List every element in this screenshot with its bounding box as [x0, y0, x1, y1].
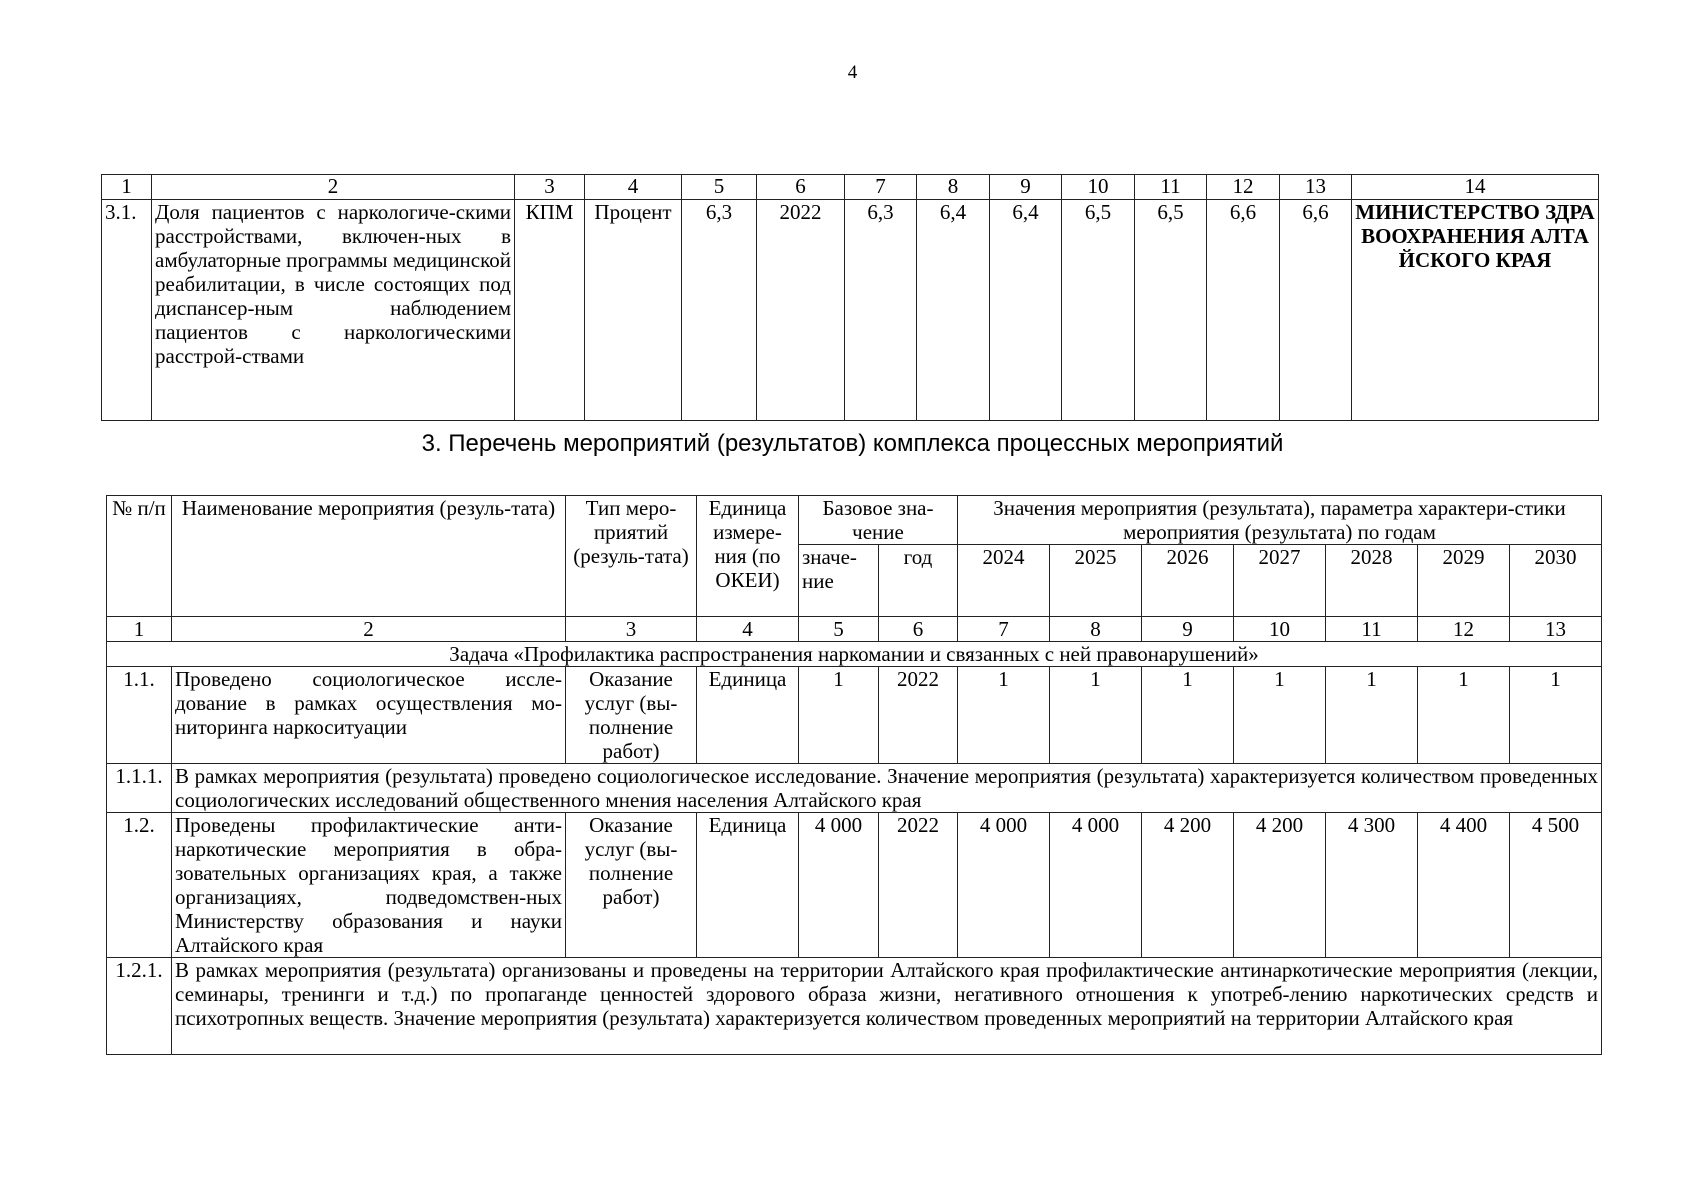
header-year: 2025 — [1050, 545, 1142, 617]
col-num: 7 — [958, 617, 1050, 642]
column-number-row — [107, 617, 1602, 642]
indicator-type: КПМ — [515, 200, 585, 421]
value-cell: 6,5 — [1062, 200, 1135, 421]
header-base-value: значе-ние — [799, 545, 879, 617]
col-num: 11 — [1326, 617, 1418, 642]
col-num: 6 — [757, 175, 845, 200]
value-cell: 4 000 — [958, 813, 1050, 958]
value-cell: 4 000 — [1050, 813, 1142, 958]
task-title: Задача «Профилактика распространения наркомании и связанных с ней правонарушений» — [107, 642, 1602, 667]
value-cell: 4 200 — [1142, 813, 1234, 958]
col-num: 1 — [107, 617, 172, 642]
note-row — [107, 958, 1602, 1055]
value-cell: 6,6 — [1207, 200, 1280, 421]
value-cell: 1 — [1234, 667, 1326, 764]
value-cell: 6,4 — [990, 200, 1062, 421]
indicators-table — [101, 174, 1599, 421]
value-cell: 1 — [1418, 667, 1510, 764]
base-value: 1 — [799, 667, 879, 764]
table-row — [107, 813, 1602, 958]
value-cell: 1 — [1326, 667, 1418, 764]
column-number-row — [102, 175, 1599, 200]
responsible-org: МИНИСТЕРСТВО ЗДРАВООХРАНЕНИЯ АЛТАЙСКОГО КРАЯ — [1352, 200, 1599, 421]
value-cell: 6,4 — [917, 200, 990, 421]
table-row — [107, 667, 1602, 764]
base-value: 6,3 — [682, 200, 757, 421]
header-base: Базовое зна-чение — [799, 496, 958, 545]
col-num: 7 — [845, 175, 917, 200]
header-year: 2027 — [1234, 545, 1326, 617]
header-unit: Единица измере-ния (по ОКЕИ) — [697, 496, 799, 617]
col-num: 8 — [1050, 617, 1142, 642]
col-num: 1 — [102, 175, 152, 200]
header-num: № п/п — [107, 496, 172, 617]
base-year: 2022 — [879, 667, 958, 764]
value-cell: 6,3 — [845, 200, 917, 421]
section-title: 3. Перечень мероприятий (результатов) комплекса процессных мероприятий — [421, 430, 1284, 457]
measure-unit: Единица — [697, 813, 799, 958]
col-num: 13 — [1510, 617, 1602, 642]
note-text: В рамках мероприятия (результата) проведено социологическое исследование. Значение мероприятия (результата) характеризуется количеством проведенных социологических исследований общественного мнения населения Алтайского края — [172, 764, 1602, 813]
measure-name: Проведено социологическое иссле-дование в рамках осуществления мо-ниторинга наркоситуации — [172, 667, 566, 764]
measure-unit: Единица — [697, 667, 799, 764]
col-num: 12 — [1418, 617, 1510, 642]
col-num: 2 — [172, 617, 566, 642]
col-num: 6 — [879, 617, 958, 642]
value-cell: 1 — [958, 667, 1050, 764]
header-type: Тип меро-приятий (резуль-тата) — [566, 496, 697, 617]
measures-table — [106, 495, 1602, 1055]
base-year: 2022 — [757, 200, 845, 421]
note-number: 1.1.1. — [107, 764, 172, 813]
page-number: 4 — [847, 62, 858, 83]
header-name: Наименование мероприятия (резуль-тата) — [172, 496, 566, 617]
header-base-year: год — [879, 545, 958, 617]
header-year: 2024 — [958, 545, 1050, 617]
header-year: 2030 — [1510, 545, 1602, 617]
col-num: 4 — [697, 617, 799, 642]
col-num: 9 — [990, 175, 1062, 200]
table-row — [102, 200, 1599, 421]
row-number: 3.1. — [102, 200, 152, 421]
note-row — [107, 764, 1602, 813]
header-year: 2028 — [1326, 545, 1418, 617]
col-num: 5 — [799, 617, 879, 642]
row-number: 1.1. — [107, 667, 172, 764]
value-cell: 6,5 — [1135, 200, 1207, 421]
measure-name: Проведены профилактические анти-наркотические мероприятия в обра-зовательных организациях края, а также организациях, подведомствен-ных Министерству образования и науки Алтайского края — [172, 813, 566, 958]
col-num: 11 — [1135, 175, 1207, 200]
value-cell: 4 500 — [1510, 813, 1602, 958]
task-row — [107, 642, 1602, 667]
value-cell: 4 400 — [1418, 813, 1510, 958]
col-num: 3 — [566, 617, 697, 642]
row-number: 1.2. — [107, 813, 172, 958]
col-num: 3 — [515, 175, 585, 200]
col-num: 14 — [1352, 175, 1599, 200]
measure-type: Оказание услуг (вы-полнение работ) — [566, 813, 697, 958]
header-year: 2026 — [1142, 545, 1234, 617]
value-cell: 4 200 — [1234, 813, 1326, 958]
value-cell: 1 — [1510, 667, 1602, 764]
header-row — [107, 496, 1602, 545]
note-number: 1.2.1. — [107, 958, 172, 1055]
col-num: 5 — [682, 175, 757, 200]
header-year: 2029 — [1418, 545, 1510, 617]
base-value: 4 000 — [799, 813, 879, 958]
value-cell: 6,6 — [1280, 200, 1352, 421]
col-num: 10 — [1234, 617, 1326, 642]
col-num: 8 — [917, 175, 990, 200]
value-cell: 4 300 — [1326, 813, 1418, 958]
measure-type: Оказание услуг (вы-полнение работ) — [566, 667, 697, 764]
base-year: 2022 — [879, 813, 958, 958]
header-values: Значения мероприятия (результата), параметра характери-стики мероприятия (результата) по годам — [958, 496, 1602, 545]
value-cell: 1 — [1050, 667, 1142, 764]
col-num: 10 — [1062, 175, 1135, 200]
col-num: 13 — [1280, 175, 1352, 200]
col-num: 4 — [585, 175, 682, 200]
col-num: 9 — [1142, 617, 1234, 642]
indicator-name: Доля пациентов с наркологиче-скими расстройствами, включен-ных в амбулаторные программы медицинской реабилитации, в числе состоящих под диспансер-ным наблюдением пациентов с наркологическими расстрой-ствами — [152, 200, 515, 421]
indicator-unit: Процент — [585, 200, 682, 421]
col-num: 2 — [152, 175, 515, 200]
note-text: В рамках мероприятия (результата) организованы и проведены на территории Алтайского края профилактические антинаркотические мероприятия (лекции, семинары, тренинги и т.д.) по пропаганде ценностей здорового образа жизни, негативного отношения к употреб-лению наркотических средств и психотропных веществ. Значение мероприятия (результата) характеризуется количеством проведенных мероприятий на территории Алтайского края — [172, 958, 1602, 1055]
col-num: 12 — [1207, 175, 1280, 200]
value-cell: 1 — [1142, 667, 1234, 764]
